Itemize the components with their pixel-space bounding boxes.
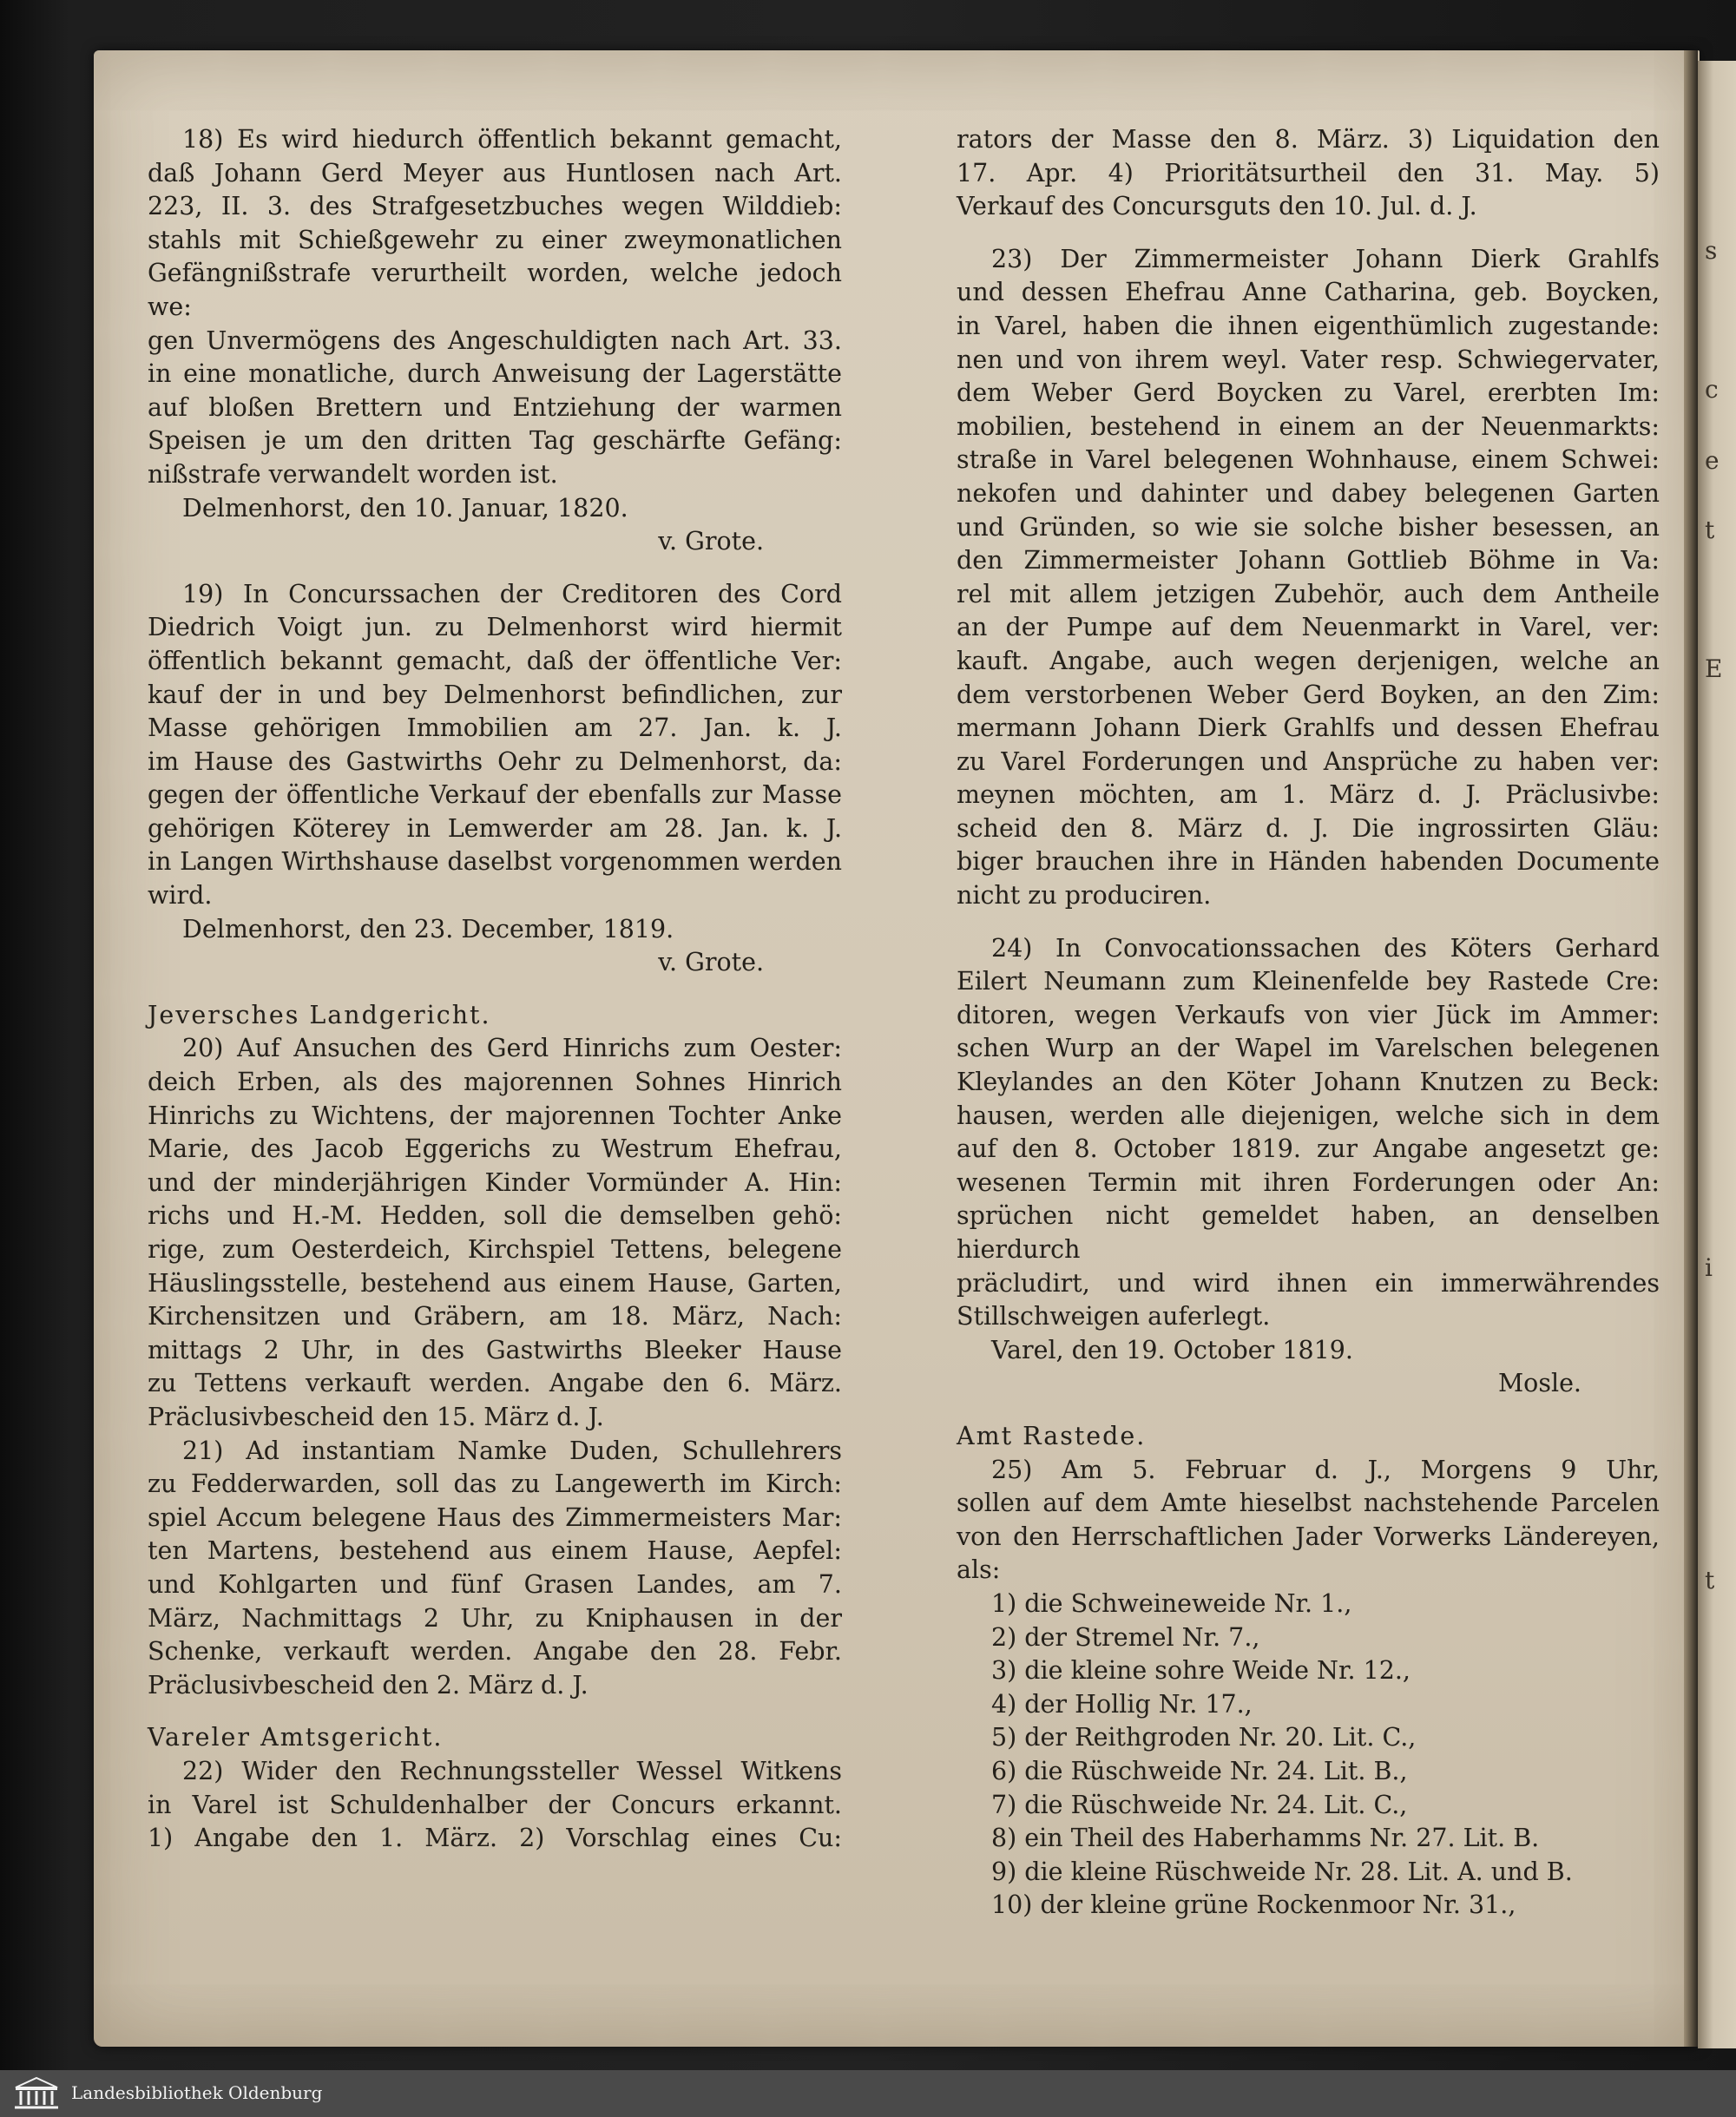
- notice-23: [957, 243, 1660, 913]
- text-line: im Hause des Gastwirths Oehr zu Delmenhorst, da:: [148, 746, 842, 776]
- text-line: Masse gehörigen Immobilien am 27. Jan. k. J.: [148, 713, 842, 743]
- text-line: präcludirt, und wird ihnen ein immerwährendes: [957, 1268, 1660, 1298]
- notice-24: [957, 932, 1660, 1401]
- text-line: an der Pumpe auf dem Neuenmarkt in Varel, ver:: [957, 613, 1660, 642]
- signature: v. Grote.: [658, 527, 764, 556]
- text-line: mermann Johann Dierk Grahlfs und dessen Ehefrau: [957, 713, 1660, 743]
- list-item: 8) ein Theil des Haberhamms Nr. 27. Lit. B.: [991, 1824, 1540, 1853]
- section-heading: Vareler Amtsgericht.: [148, 1723, 444, 1752]
- text-line: kauf der in und bey Delmenhorst befindlichen, zur: [148, 680, 842, 709]
- text-line: wird.: [148, 881, 213, 911]
- text-line: nißstrafe verwandelt worden ist.: [148, 459, 558, 489]
- text-line: nekofen und dahinter und dabey belegenen Garten: [957, 478, 1660, 508]
- place-date: Delmenhorst, den 10. Januar, 1820.: [182, 493, 628, 523]
- text-line: in Langen Wirthshause daselbst vorgenommen werden: [148, 847, 842, 877]
- text-line: stahls mit Schießgewehr zu einer zweymonatlichen: [148, 225, 842, 254]
- list-item: 3) die kleine sohre Weide Nr. 12.,: [991, 1656, 1410, 1686]
- parcel-list: [957, 1588, 1660, 1923]
- text-line: Stillschweigen auferlegt.: [957, 1302, 1271, 1331]
- next-page-glyph: t: [1705, 516, 1715, 544]
- text-line: März, Nachmittags 2 Uhr, zu Kniphausen in der: [148, 1603, 842, 1633]
- text-line: 23) Der Zimmermeister Johann Dierk Grahlfs: [991, 244, 1660, 273]
- text-line: 18) Es wird hiedurch öffentlich bekannt gemacht,: [182, 125, 842, 154]
- text-line: Verkauf des Concursguts den 10. Jul. d. J.: [957, 192, 1477, 221]
- text-line: auf bloßen Brettern und Entziehung der warmen: [148, 392, 842, 422]
- text-line: und dessen Ehefrau Anne Catharina, geb. Boycken,: [957, 278, 1660, 307]
- notice-18: [148, 123, 842, 559]
- signature: Mosle.: [1497, 1369, 1581, 1398]
- next-page-edge: [1698, 61, 1736, 2048]
- text-line: zu Fedderwarden, soll das zu Langewerth im Kirch:: [148, 1469, 842, 1499]
- text-line: Diedrich Voigt jun. zu Delmenhorst wird hiermit: [148, 613, 842, 642]
- next-page-glyph: c: [1705, 375, 1719, 404]
- text-line: Speisen je um den dritten Tag geschärfte Gefäng:: [148, 426, 842, 456]
- text-line: gehörigen Köterey in Lemwerder am 28. Jan. k. J.: [148, 813, 842, 843]
- text-line: 17. Apr. 4) Prioritätsurtheil den 31. May. 5): [957, 158, 1660, 187]
- text-line: dem Weber Gerd Boycken zu Varel, ererbten Im:: [957, 378, 1660, 408]
- text-line: schen Wurp an der Wapel im Varelschen belegenen: [957, 1034, 1660, 1063]
- text-line: 223, II. 3. des Strafgesetzbuches wegen Wilddieb:: [148, 192, 842, 221]
- text-line: 1) Angabe den 1. März. 2) Vorschlag eines Cu:: [148, 1824, 842, 1853]
- text-line: ten Martens, bestehend aus einem Hause, Aepfel:: [148, 1536, 842, 1566]
- text-line: zu Tettens verkauft werden. Angabe den 6. März.: [148, 1369, 842, 1398]
- text-line: kauft. Angabe, auch wegen derjenigen, welche an: [957, 646, 1660, 675]
- text-line: 20) Auf Ansuchen des Gerd Hinrichs zum Oester:: [182, 1034, 842, 1063]
- text-line: 21) Ad instantiam Namke Duden, Schullehrers: [182, 1436, 842, 1465]
- text-line: 24) In Convocationssachen des Köters Gerhard: [991, 933, 1660, 963]
- section-heading: Amt Rastede.: [957, 1421, 1147, 1450]
- next-page-glyph: t: [1705, 1566, 1715, 1594]
- text-line: als:: [957, 1555, 1001, 1585]
- text-line: wesenen Termin mit ihren Forderungen oder An:: [957, 1167, 1660, 1197]
- text-line: scheid den 8. März d. J. Die ingrossirten Gläu:: [957, 813, 1660, 843]
- text-line: biger brauchen ihre in Händen habenden Documente: [957, 847, 1660, 877]
- text-line: ditoren, wegen Verkaufs von vier Jück im Ammer:: [957, 1000, 1660, 1029]
- footer-bar: [0, 2070, 1736, 2117]
- list-item: 6) die Rüschweide Nr. 24. Lit. B.,: [991, 1756, 1408, 1785]
- text-line: nicht zu produciren.: [957, 881, 1212, 911]
- text-line: rators der Masse den 8. März. 3) Liquidation den: [957, 125, 1660, 154]
- text-line: von den Herrschaftlichen Jader Vorwerks Ländereyen,: [957, 1522, 1660, 1551]
- notice-19: [148, 578, 842, 980]
- list-item: 7) die Rüschweide Nr. 24. Lit. C.,: [991, 1790, 1408, 1819]
- next-page-glyph: e: [1705, 446, 1720, 475]
- list-item: 4) der Hollig Nr. 17.,: [991, 1689, 1253, 1719]
- list-item: 1) die Schweineweide Nr. 1.,: [991, 1588, 1352, 1618]
- text-line: mobilien, bestehend in einem an der Neuenmarkts:: [957, 411, 1660, 441]
- list-item: 2) der Stremel Nr. 7.,: [991, 1622, 1260, 1652]
- text-line: meynen möchten, am 1. März d. J. Präclusivbe:: [957, 780, 1660, 810]
- notice-22-continued: [957, 123, 1660, 224]
- list-item: 10) der kleine grüne Rockenmoor Nr. 31.,: [991, 1890, 1516, 1920]
- text-line: und der minderjährigen Kinder Vormünder A. Hin:: [148, 1167, 842, 1197]
- text-line: Marie, des Jacob Eggerichs zu Westrum Ehefrau,: [148, 1134, 842, 1164]
- place-date: Varel, den 19. October 1819.: [991, 1335, 1353, 1364]
- list-item: 5) der Reithgroden Nr. 20. Lit. C.,: [991, 1723, 1417, 1752]
- notice-22: [148, 1755, 842, 1856]
- text-line: Kleylandes an den Köter Johann Knutzen zu Beck:: [957, 1068, 1660, 1097]
- right-column: [957, 123, 1660, 1923]
- text-line: Häuslingsstelle, bestehend aus einem Hause, Garten,: [148, 1268, 842, 1298]
- text-line: daß Johann Gerd Meyer aus Huntlosen nach Art.: [148, 158, 842, 187]
- text-line: gegen der öffentliche Verkauf der ebenfalls zur Masse: [148, 780, 842, 810]
- text-line: Gefängnißstrafe verurtheilt worden, welche jedoch we:: [148, 259, 842, 321]
- text-line: 19) In Concurssachen der Creditoren des Cord: [182, 579, 842, 608]
- text-line: rige, zum Oesterdeich, Kirchspiel Tettens, belegene: [148, 1235, 842, 1264]
- text-line: sollen auf dem Amte hieselbst nachstehende Parcelen: [957, 1489, 1660, 1518]
- text-line: 22) Wider den Rechnungssteller Wessel Witkens: [182, 1756, 842, 1785]
- text-line: Eilert Neumann zum Kleinenfelde bey Rastede Cre:: [957, 967, 1660, 996]
- text-line: zu Varel Forderungen und Ansprüche zu haben ver:: [957, 746, 1660, 776]
- text-line: Präclusivbescheid den 2. März d. J.: [148, 1670, 589, 1700]
- text-line: straße in Varel belegenen Wohnhause, einem Schwei:: [957, 445, 1660, 475]
- book-spine: [1684, 50, 1698, 2047]
- text-line: nen und von ihrem weyl. Vater resp. Schwiegervater,: [957, 345, 1660, 374]
- text-line: Kirchensitzen und Gräbern, am 18. März, Nach:: [148, 1302, 842, 1331]
- notice-20: [148, 1032, 842, 1434]
- next-page-glyph: i: [1705, 1253, 1713, 1282]
- text-line: gen Unvermögens des Angeschuldigten nach Art. 33.: [148, 325, 842, 355]
- text-line: und Kohlgarten und fünf Grasen Landes, am 7.: [148, 1569, 842, 1599]
- notice-21: [148, 1435, 842, 1703]
- text-line: deich Erben, als des majorennen Sohnes Hinrich: [148, 1068, 842, 1097]
- text-line: Schenke, verkauft werden. Angabe den 28. Febr.: [148, 1637, 842, 1667]
- text-line: in Varel, haben die ihnen eigenthümlich zugestande:: [957, 311, 1660, 340]
- place-date: Delmenhorst, den 23. December, 1819.: [182, 914, 674, 943]
- text-line: spiel Accum belegene Haus des Zimmermeisters Mar:: [148, 1502, 842, 1532]
- text-line: rel mit allem jetzigen Zubehör, auch dem Antheile: [957, 579, 1660, 608]
- list-item: 9) die kleine Rüschweide Nr. 28. Lit. A. und B.: [991, 1857, 1573, 1886]
- notice-25: [957, 1454, 1660, 1588]
- signature: v. Grote.: [658, 948, 764, 977]
- text-line: und Gründen, so wie sie solche bisher besessen, an: [957, 512, 1660, 542]
- text-line: 25) Am 5. Februar d. J., Morgens 9 Uhr,: [991, 1455, 1660, 1484]
- next-page-glyph: s: [1705, 236, 1718, 265]
- text-line: Hinrichs zu Wichtens, der majorennen Tochter Anke: [148, 1101, 842, 1130]
- text-line: richs und H.-M. Hedden, soll die demselben gehö:: [148, 1201, 842, 1231]
- text-line: hausen, werden alle diejenigen, welche sich in dem: [957, 1101, 1660, 1130]
- text-line: Präclusivbescheid den 15. März d. J.: [148, 1402, 604, 1431]
- text-line: öffentlich bekannt gemacht, daß der öffentliche Ver:: [148, 646, 842, 675]
- library-name-link[interactable]: Landesbibliothek Oldenburg: [71, 2082, 323, 2103]
- text-line: in Varel ist Schuldenhalber der Concurs erkannt.: [148, 1790, 842, 1819]
- next-page-glyph: E: [1705, 654, 1723, 683]
- text-line: auf den 8. October 1819. zur Angabe angesetzt ge:: [957, 1134, 1660, 1164]
- left-column: [148, 123, 842, 1856]
- text-line: sprüchen nicht gemeldet haben, an denselben hierdurch: [957, 1201, 1660, 1264]
- text-line: dem verstorbenen Weber Gerd Boyken, an den Zim:: [957, 680, 1660, 709]
- text-line: mittags 2 Uhr, in des Gastwirths Bleeker Hause: [148, 1335, 842, 1364]
- text-line: den Zimmermeister Johann Gottlieb Böhme in Va:: [957, 546, 1660, 575]
- text-line: in eine monatliche, durch Anweisung der Lagerstätte: [148, 359, 842, 389]
- section-heading: Jeversches Landgericht.: [148, 1000, 491, 1029]
- library-building-icon[interactable]: [12, 2075, 61, 2112]
